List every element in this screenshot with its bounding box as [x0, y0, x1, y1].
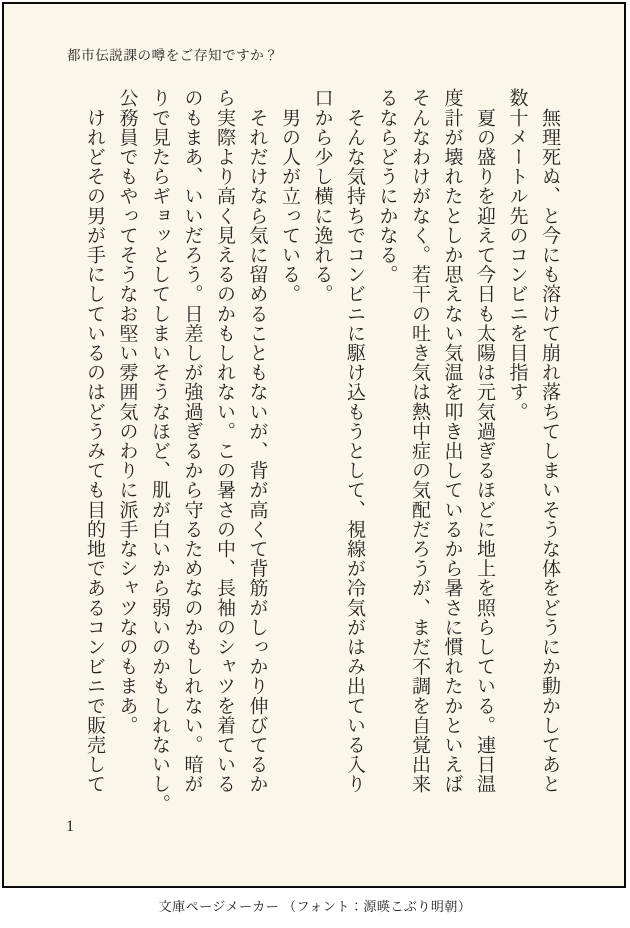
text-column: のもまあ、いいだろう。日差しが強過ぎるから守るためなのかもしれない。暗が	[181, 88, 203, 794]
body-text	[78, 88, 566, 814]
text-column: 公務員でもやってそうなお堅い雰囲気のわりに派手なシャツなのもまあ。	[116, 88, 138, 735]
text-column: ら実際より高く見えるのかもしれない。この暑さの中、長袖のシャツを着ている	[214, 88, 235, 794]
text-column: 無理死ぬ、と今にも溶けて崩れ落ちてしまいそうな体をどうにか動かしてあと	[539, 88, 560, 794]
footer-credit: 文庫ページメーカー （フォント：源暎こぶり明朝）	[158, 899, 472, 914]
text-column: 男の人が立っている。	[279, 88, 300, 304]
page-number: 1	[66, 818, 74, 835]
text-column: けれどその男が手にしているのはどうみても目的地であるコンビニで販売して	[84, 88, 105, 794]
text-column: 口から少し横に逸れる。	[311, 88, 333, 304]
text-column: るならどうにかなる。	[376, 88, 398, 284]
text-column: それだけなら気に留めることもないが、背が高くて背筋がしっかり伸びてるか	[246, 88, 268, 794]
text-column: 数十メートル先のコンビニを目指す。	[506, 88, 528, 422]
text-column: そんな気持ちでコンビニに駆け込もうとして、視線が冷気がはみ出ている入り	[344, 88, 365, 794]
text-column: そんなわけがなく。若干の吐き気は熱中症の気配だろうが、まだ不調を自覚出来	[409, 88, 430, 794]
page-title: 都市伝説課の噂をご存知ですか？	[67, 48, 279, 63]
text-column: 度計が壊れたとしか思えない気温を叩き出しているから暑さに慣れたかといえば	[441, 88, 463, 794]
text-column: りで見たらギョッとしてしまいそうなほど、肌が白いから弱いのかもしれないし。	[149, 88, 170, 814]
text-column: 夏の盛りを迎えて今日も太陽は元気過ぎるほどに地上を照らしている。連日温	[474, 88, 495, 794]
novel-page	[2, 2, 626, 888]
